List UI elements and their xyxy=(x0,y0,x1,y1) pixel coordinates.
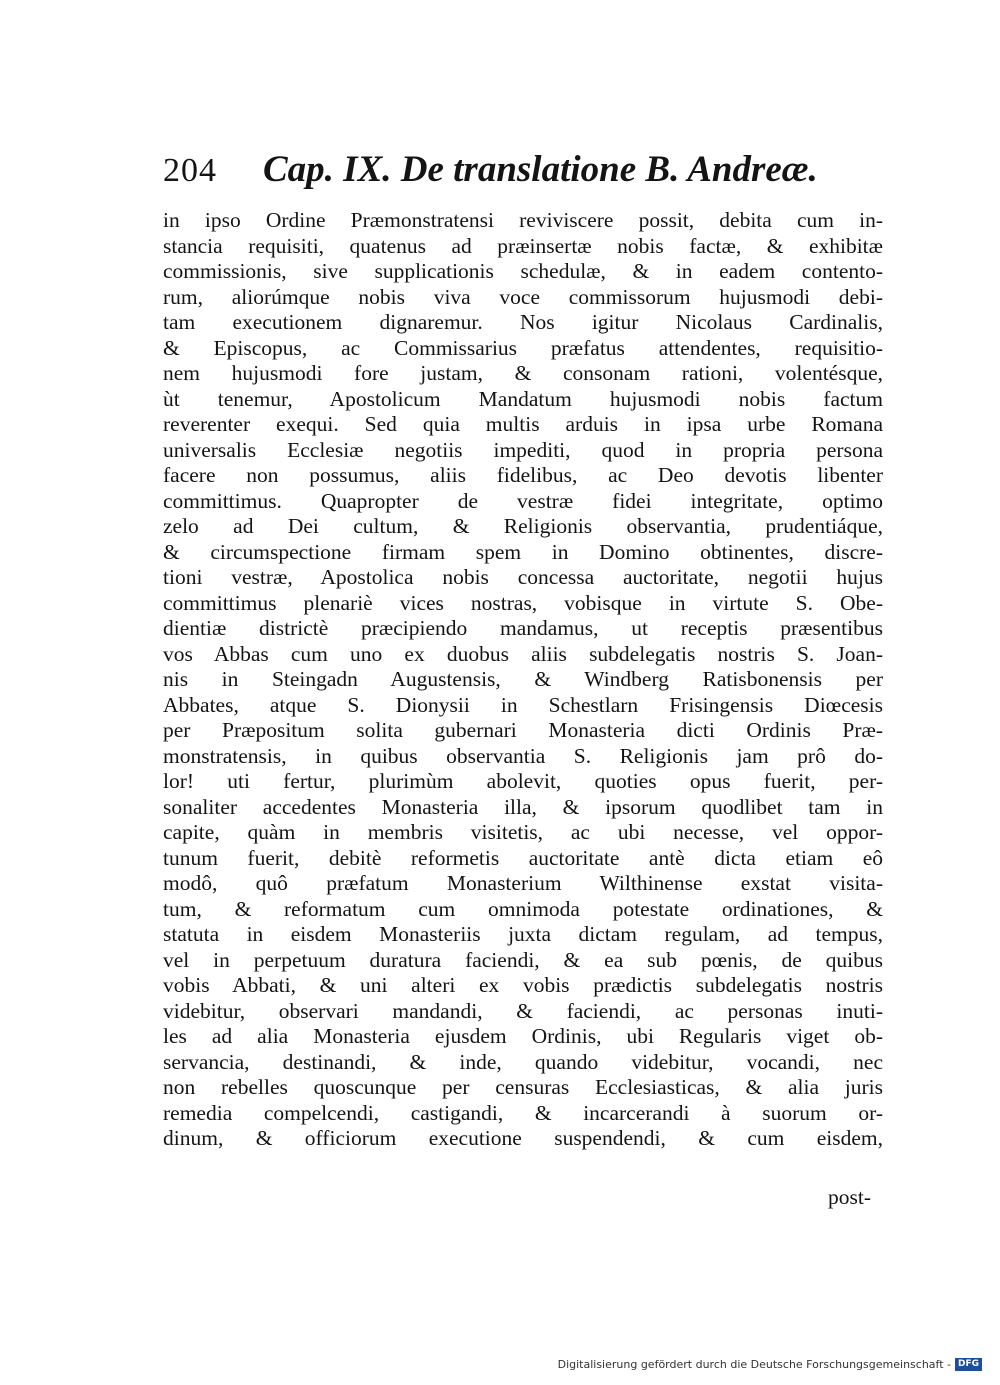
text-line: tum, & reformatum cum omnimoda potestate ordinationes, & xyxy=(163,896,883,921)
text-line: committimus plenariè vices nostras, vobisque in virtute S. Obe- xyxy=(163,590,883,615)
text-line: rum, aliorúmque nobis viva voce commissorum hujusmodi debi- xyxy=(163,284,883,309)
text-line: tunum fuerit, debitè reformetis auctoritate antè dicta etiam eô xyxy=(163,845,883,870)
text-line: les ad alia Monasteria ejusdem Ordinis, ubi Regularis viget ob- xyxy=(163,1024,883,1048)
text-line: per Præpositum solita gubernari Monasteria dicti Ordinis Præ- xyxy=(163,718,883,742)
catchword: post- xyxy=(828,1185,871,1209)
text-line: ùt tenemur, Apostolicum Mandatum hujusmodi nobis factum xyxy=(163,386,883,411)
body-text xyxy=(163,208,883,1152)
text-line: stancia requisiti, quatenus ad præinsertæ nobis factæ, & exhibitæ xyxy=(163,233,883,258)
text-line: dinum, & officiorum executione suspendendi, & cum eisdem, xyxy=(163,1126,883,1150)
text-line: nem hujusmodi fore justam, & consonam rationi, volentésque, xyxy=(163,361,883,385)
dfg-logo: DFG xyxy=(955,1358,982,1371)
text-line: statuta in eisdem Monasteriis juxta dictam regulam, ad tempus, xyxy=(163,922,883,946)
text-line: reverenter exequi. Sed quia multis arduis in ipsa urbe Romana xyxy=(163,412,883,436)
text-line: & circumspectione firmam spem in Domino obtinentes, discre- xyxy=(163,539,883,564)
text-line: vobis Abbati, & uni alteri ex vobis prædictis subdelegatis nostris xyxy=(163,973,883,997)
text-line: tioni vestræ, Apostolica nobis concessa auctoritate, negotii hujus xyxy=(163,565,883,589)
text-line: facere non possumus, aliis fidelibus, ac Deo devotis libenter xyxy=(163,463,883,487)
text-line: zelo ad Dei cultum, & Religionis observantia, prudentiáque, xyxy=(163,514,883,538)
text-line: vel in perpetuum duratura faciendi, & ea sub pœnis, de quibus xyxy=(163,947,883,972)
text-line: dientiæ districtè præcipiendo mandamus, ut receptis præsentibus xyxy=(163,616,883,640)
text-line: videbitur, observari mandandi, & faciendi, ac personas inuti- xyxy=(163,998,883,1023)
text-line: Abbates, atque S. Dionysii in Schestlarn Frisingensis Diœcesis xyxy=(163,692,883,717)
page-number: 204 xyxy=(163,152,217,189)
digitization-credit xyxy=(558,1358,982,1371)
credit-text: Digitalisierung gefördert durch die Deutsche Forschungsgemeinschaft - xyxy=(557,1358,951,1371)
text-line: universalis Ecclesiæ negotiis impediti, quod in propria persona xyxy=(163,437,883,462)
page-header xyxy=(163,148,883,200)
text-line: sonaliter accedentes Monasteria illa, & ipsorum quodlibet tam in xyxy=(163,794,883,819)
text-line: in ipso Ordine Præmonstratensi reviviscere possit, debita cum in- xyxy=(163,208,883,232)
text-line: remedia compelcendi, castigandi, & incarcerandi à suorum or- xyxy=(163,1100,883,1125)
text-line: tam executionem dignaremur. Nos igitur Nicolaus Cardinalis, xyxy=(163,310,883,334)
text-line: modô, quô præfatum Monasterium Wilthinense exstat visita- xyxy=(163,871,883,895)
text-line: vos Abbas cum uno ex duobus aliis subdelegatis nostris S. Joan- xyxy=(163,641,883,666)
text-line: nis in Steingadn Augustensis, & Windberg Ratisbonensis per xyxy=(163,667,883,691)
text-line: non rebelles quoscunque per censuras Ecclesiasticas, & alia juris xyxy=(163,1075,883,1099)
running-title: Cap. IX. De translatione B. Andreæ. xyxy=(263,149,818,190)
text-line: commissionis, sive supplicationis schedulæ, & in eadem contento- xyxy=(163,259,883,283)
text-line: & Episcopus, ac Commissarius præfatus attendentes, requisitio- xyxy=(163,335,883,360)
text-line: committimus. Quapropter de vestræ fidei integritate, optimo xyxy=(163,488,883,513)
text-line: capite, quàm in membris visitetis, ac ubi necesse, vel oppor- xyxy=(163,820,883,844)
text-line: lor! uti fertur, plurimùm abolevit, quoties opus fuerit, per- xyxy=(163,769,883,793)
text-line: monstratensis, in quibus observantia S. Religionis jam prô do- xyxy=(163,743,883,768)
text-line: servancia, destinandi, & inde, quando videbitur, vocandi, nec xyxy=(163,1049,883,1074)
